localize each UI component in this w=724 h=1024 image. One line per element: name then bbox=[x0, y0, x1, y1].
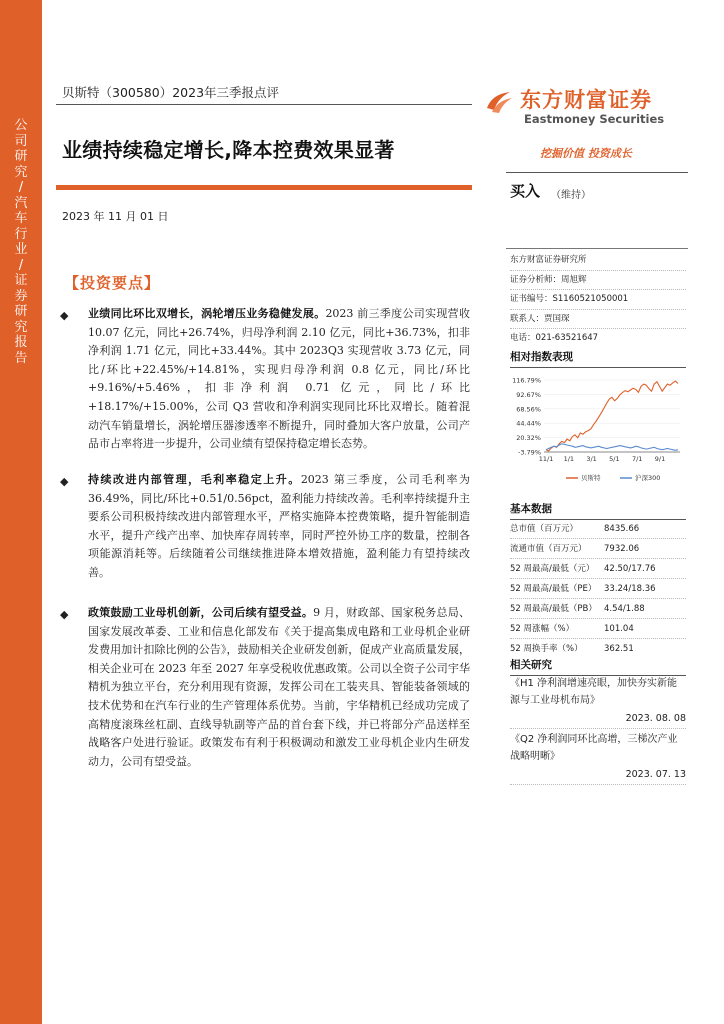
diamond-bullet-icon: ◆ bbox=[60, 309, 69, 322]
row-label: 52 周最高/最低（PB） bbox=[510, 604, 597, 614]
point-body: 2023 第三季度，公司毛利率为 36.49%，同比/环比+0.51/0.56pct，盈利能力持续改善。毛利率持续提升主要系公司积极持续改进内部管理水平，严格实施降本控费策略，提升智能制造水平，提升产线产出率、加快库存周转率，同时严控外协工序的数量，控制各项能源消耗等。后续随着公司继续推进降本增效措施，盈利能力有望持续改善。 bbox=[88, 473, 470, 579]
rating-sub: （维持） bbox=[551, 190, 591, 201]
sidebar-char: 券 bbox=[14, 288, 28, 304]
sidebar-char: 汽 bbox=[14, 195, 28, 211]
brand-name-en: Eastmoney Securities bbox=[524, 112, 665, 126]
row-label: 52 周换手率（%） bbox=[510, 644, 583, 654]
point-headline: 持续改进内部管理，毛利率稳定上升。 bbox=[88, 473, 301, 486]
brand-slogan: 挖掘价值 投资成长 bbox=[540, 147, 632, 160]
contact-person: 联系人：贾国琛 bbox=[510, 310, 686, 330]
investment-heading: 【投资要点】 bbox=[64, 274, 161, 292]
point-headline: 业绩同比环比双增长，涡轮增压业务稳健发展。 bbox=[88, 307, 326, 320]
diamond-bullet-icon: ◆ bbox=[60, 608, 69, 621]
row-label: 总市值（百万元） bbox=[510, 524, 579, 534]
x-tick-label: 11/1 bbox=[538, 455, 554, 463]
investment-point bbox=[88, 471, 470, 583]
diamond-bullet-icon: ◆ bbox=[60, 475, 69, 488]
x-tick-label: 5/1 bbox=[609, 455, 620, 463]
logo-mark-icon bbox=[484, 86, 514, 116]
basic-data-table bbox=[510, 519, 686, 659]
sidebar-char: 车 bbox=[14, 211, 28, 226]
x-tick-label: 3/1 bbox=[586, 455, 597, 463]
table-row bbox=[510, 599, 686, 619]
sidebar-char: 业 bbox=[14, 242, 28, 257]
sidebar-char: 究 bbox=[14, 164, 28, 180]
related-research-list bbox=[510, 675, 686, 787]
series-line bbox=[546, 444, 678, 451]
sidebar-char: / bbox=[18, 257, 24, 273]
related-heading: 相关研究 bbox=[510, 657, 686, 676]
table-row bbox=[510, 579, 686, 599]
sidebar-category-label bbox=[10, 118, 32, 366]
y-tick-label: 20.32% bbox=[516, 434, 541, 443]
brand-name-cn: 东方财富证券 bbox=[520, 88, 652, 112]
point-body: 2023 前三季度公司实现营收 10.07 亿元，同比+26.74%，归母净利润 2.10 亿元，同比+36.73%，扣非净利润 1.71 亿元，同比+33.44%。其中 2023Q3 实现营收 3.73 亿元，同比/环比+22.45%/+14.81%，实现归母净利润 0.8 亿元，同比/环比+9.16%/+5.46%，扣非净利润 0.71 亿元，同比/环比+18.17%/+15.00%，公司 Q3 营收和净利润实现同比环比双增长。随着混动汽车销量增长，涡轮增压器渗透率不断提升，同时叠加大客户放量，公司产品市占率将进一步提升，公司业绩有望保持稳定增长态势。 bbox=[88, 307, 470, 451]
table-row bbox=[510, 619, 686, 639]
point-headline: 政策鼓励工业母机创新，公司后续有望受益。 bbox=[88, 606, 314, 619]
related-item-title[interactable]: 《H1 净利润增速亮眼，加快夯实新能源与工业母机布局》 bbox=[510, 678, 678, 706]
relative-index-chart bbox=[508, 372, 688, 490]
chart-heading: 相对指数表现 bbox=[510, 349, 686, 368]
table-row bbox=[510, 559, 686, 579]
y-tick-label: -3.79% bbox=[518, 448, 541, 457]
sidebar-char: / bbox=[18, 180, 24, 195]
row-label: 52 周最高/最低（元） bbox=[510, 564, 595, 574]
y-tick-label: 68.56% bbox=[516, 405, 541, 414]
sidebar-char: 告 bbox=[14, 350, 28, 366]
header-divider bbox=[56, 104, 472, 105]
page-title: 业绩持续稳定增长,降本控费效果显著 bbox=[62, 138, 395, 162]
series-line bbox=[546, 381, 678, 451]
row-value: 8435.66 bbox=[604, 524, 640, 534]
row-value: 4.54/1.88 bbox=[604, 604, 645, 614]
sidebar-band bbox=[0, 0, 42, 1024]
rating-divider bbox=[506, 172, 688, 173]
certificate-number: 证书编号：S1160521050001 bbox=[510, 290, 686, 310]
y-tick-label: 44.44% bbox=[516, 419, 541, 428]
row-label: 52 周最高/最低（PE） bbox=[510, 584, 597, 594]
contact-phone: 电话：021-63521647 bbox=[510, 333, 599, 343]
table-row bbox=[510, 639, 686, 659]
row-value: 42.50/17.76 bbox=[604, 564, 656, 574]
analyst-name: 证券分析师：周旭辉 bbox=[510, 271, 686, 291]
related-item-title[interactable]: 《Q2 净利润同环比高增，三梯次产业战略明晰》 bbox=[510, 734, 678, 762]
row-value: 7932.06 bbox=[604, 544, 640, 554]
report-date: 2023 年 11 月 01 日 bbox=[62, 210, 169, 223]
x-tick-label: 1/1 bbox=[563, 455, 575, 463]
row-value: 101.04 bbox=[604, 624, 634, 634]
report-name: 贝斯特（300580）2023年三季报点评 bbox=[62, 85, 280, 100]
point-body: 9 月，财政部、国家税务总局、国家发展改革委、工业和信息化部发布《关于提高集成电路和工业母机企业研发费用加计扣除比例的公告》，鼓励相关企业研发创新，促成产业高质量发展，相关企业可在 2023 年至 2027 年享受税收优惠政策。公司以全资子公司宇华精机为独立平台，充分利用现有资源，发挥公司在工装夹具、智能装备领域的技术优势和在汽车行业的生产管理体系优势。当前，宇华精机已经成功完成了高精度滚珠丝杠副、直线导轨副等产品的首台套下线，并已将部分产品送样至战略客户处进行验证。政策发布有利于积极调动和激发工业母机企业内生研发动力，公司有望受益。 bbox=[88, 606, 470, 768]
sidebar-char: 报 bbox=[14, 335, 28, 350]
sidebar-char: 证 bbox=[14, 273, 28, 288]
sidebar-char: 行 bbox=[14, 226, 28, 242]
sidebar-char: 公 bbox=[14, 118, 28, 133]
sidebar-char: 究 bbox=[14, 319, 28, 335]
chart-svg bbox=[508, 372, 688, 490]
related-item-date: 2023. 07. 13 bbox=[510, 765, 686, 785]
y-tick-label: 92.67% bbox=[516, 390, 541, 399]
investment-point bbox=[88, 604, 470, 771]
rating-label: 买入 bbox=[510, 182, 541, 200]
institute-name: 东方财富证券研究所 bbox=[510, 251, 686, 271]
row-label: 流通市值（百万元） bbox=[510, 544, 587, 554]
company-logo bbox=[484, 84, 674, 130]
sidebar-char: 司 bbox=[14, 133, 28, 149]
x-tick-label: 7/1 bbox=[631, 455, 643, 463]
x-tick-label: 9/1 bbox=[654, 455, 666, 463]
row-value: 33.24/18.36 bbox=[604, 584, 656, 594]
analyst-divider bbox=[506, 248, 688, 249]
basic-data-heading: 基本数据 bbox=[510, 501, 686, 520]
table-row bbox=[510, 519, 686, 539]
sidebar-char: 研 bbox=[14, 304, 28, 319]
investment-point bbox=[88, 305, 470, 454]
title-accent-bar bbox=[56, 185, 472, 190]
table-row bbox=[510, 539, 686, 559]
row-label: 52 周涨幅（%） bbox=[510, 624, 575, 634]
legend-label: 贝斯特 bbox=[581, 474, 601, 482]
analyst-info bbox=[510, 251, 686, 349]
y-tick-label: 116.79% bbox=[512, 376, 541, 385]
row-value: 362.51 bbox=[604, 644, 634, 654]
related-item-date: 2023. 08. 08 bbox=[510, 709, 686, 729]
legend-label: 沪深300 bbox=[635, 474, 661, 482]
sidebar-char: 研 bbox=[14, 149, 28, 164]
